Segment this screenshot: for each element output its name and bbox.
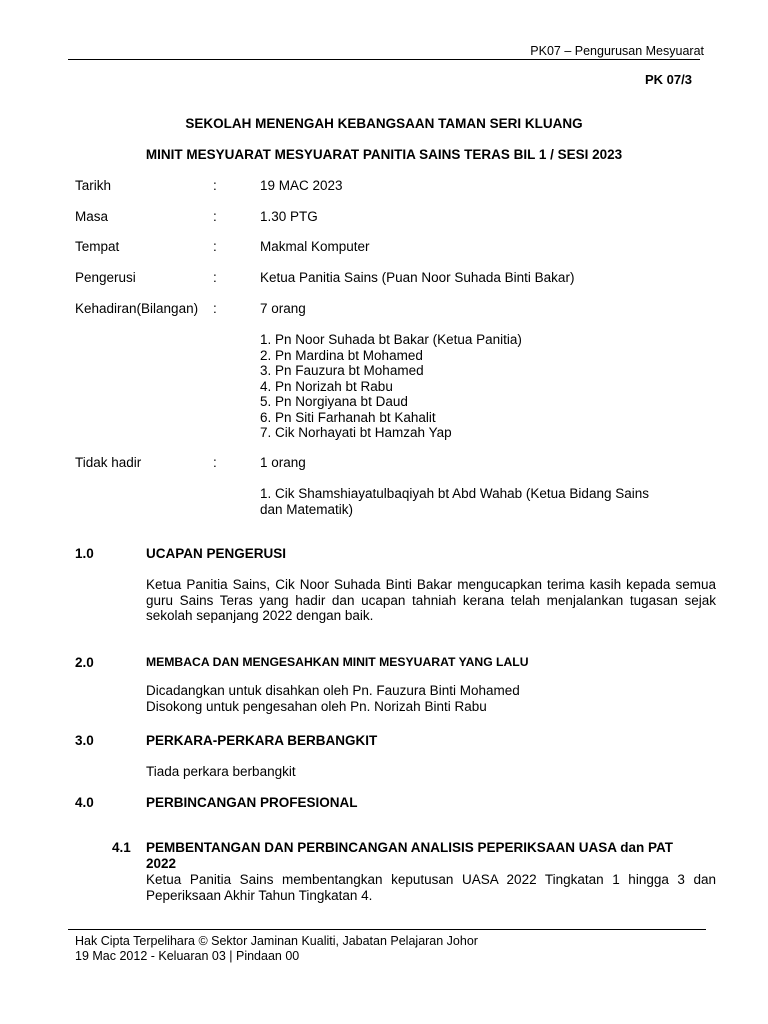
section-heading: UCAPAN PENGERUSI [146,546,287,561]
section-heading: PERBINCANGAN PROFESIONAL [146,795,358,810]
body-line: Disokong untuk pengesahan oleh Pn. Norizah Binti Rabu [146,698,487,714]
info-colon: : [213,239,217,254]
subsection-number: 4.1 [112,840,131,855]
section-number: 4.0 [75,795,94,810]
body-line: Dicadangkan untuk disahkan oleh Pn. Fauzura Binti Mohamed [146,683,520,698]
info-label: Masa [75,209,109,224]
list-item: 1. Pn Noor Suhada bt Bakar (Ketua Panitia) [260,332,522,347]
info-label: Tarikh [75,178,112,193]
document-code: PK07 – Pengurusan Mesyuarat [530,44,704,58]
info-colon: : [213,270,217,285]
info-colon: : [213,301,217,316]
list-item: 4. Pn Norizah bt Rabu [260,378,393,394]
info-colon: : [213,178,217,193]
list-item: dan Matematik) [260,501,354,517]
section-body [146,683,520,714]
section-number: 1.0 [75,546,94,561]
absent-list [260,486,649,517]
list-item: 2. Pn Mardina bt Mohamed [260,347,423,363]
version-text: 19 Mac 2012 - Keluaran 03 | Pindaan 00 [75,949,300,963]
list-item: 1. Cik Shamshiayatulbaqiyah bt Abd Wahab (Ketua Bidang Sains [260,486,649,501]
subsection-body: Ketua Panitia Sains membentangkan keputusan UASA 2022 Tingkatan 1 hingga 3 dan Peperiksaan Akhir Tahun Tingkatan 4. [146,872,716,903]
list-item: 5. Pn Norgiyana bt Daud [260,394,408,409]
header-rule [68,59,700,60]
meeting-title: MINIT MESYUARAT MESYUARAT PANITIA SAINS TERAS BIL 1 / SESI 2023 [145,147,623,162]
section-heading: PERKARA-PERKARA BERBANGKIT [146,733,378,748]
list-item: 6. Pn Siti Farhanah bt Kahalit [260,409,436,425]
info-value: 1 orang [260,455,306,470]
list-item: 7. Cik Norhayati bt Hamzah Yap [260,425,452,440]
school-name: SEKOLAH MENENGAH KEBANGSAAN TAMAN SERI KLUANG [185,116,583,131]
section-heading: MEMBACA DAN MENGESAHKAN MINIT MESYUARAT YANG LALU [146,655,529,669]
attendee-list [260,332,522,441]
copyright-text: Hak Cipta Terpelihara © Sektor Jaminan Kualiti, Jabatan Pelajaran Johor [75,934,478,948]
info-value: Makmal Komputer [260,239,370,254]
section-body: Ketua Panitia Sains, Cik Noor Suhada Binti Bakar mengucapkan terima kasih kepada semua guru Sains Teras yang hadir dan ucapan tahniah kerana telah menjalankan tugasan sejak sekolah sepanjang 2022 dengan baik. [146,577,716,623]
info-value: 1.30 PTG [260,209,318,224]
info-colon: : [213,455,217,470]
info-label: Tempat [75,239,120,254]
info-label: Pengerusi [75,270,136,285]
info-value: 19 MAC 2023 [260,178,343,193]
section-body: Tiada perkara berbangkit [146,764,296,779]
info-value: Ketua Panitia Sains (Puan Noor Suhada Binti Bakar) [260,270,575,285]
footer-rule [68,929,706,930]
info-colon: : [213,209,217,224]
section-number: 2.0 [75,655,94,670]
info-value: 7 orang [260,301,306,316]
list-item: 3. Pn Fauzura bt Mohamed [260,363,424,378]
info-label: Kehadiran(Bilangan) [75,301,199,316]
info-label: Tidak hadir [75,455,142,470]
section-number: 3.0 [75,733,94,748]
form-code: PK 07/3 [645,72,692,87]
subsection-heading-cont: 2022 [146,855,177,871]
subsection-heading: PEMBENTANGAN DAN PERBINCANGAN ANALISIS PEPERIKSAAN UASA dan PAT [146,840,674,855]
